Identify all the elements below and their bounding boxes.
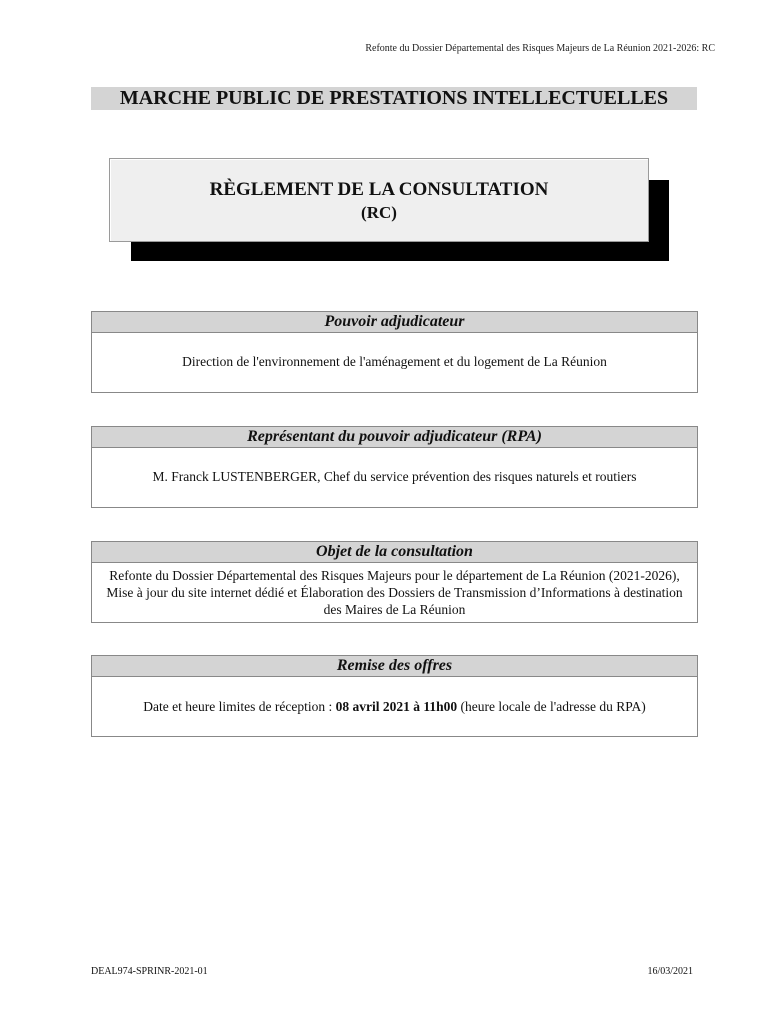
deadline-note: (heure locale de l'adresse du RPA) xyxy=(460,699,646,714)
section-objet-consultation xyxy=(91,541,698,623)
page-title: MARCHE PUBLIC DE PRESTATIONS INTELLECTUELLES xyxy=(91,87,697,110)
section-heading: Pouvoir adjudicateur xyxy=(92,312,697,333)
section-heading: Objet de la consultation xyxy=(92,542,697,563)
section-heading: Remise des offres xyxy=(92,656,697,677)
running-header: Refonte du Dossier Départemental des Risques Majeurs de La Réunion 2021-2026: RC xyxy=(365,43,715,54)
deadline-label: Date et heure limites de réception : xyxy=(143,699,333,714)
rc-abbreviation: (RC) xyxy=(361,203,397,222)
section-body: Refonte du Dossier Départemental des Risques Majeurs pour le département de La Réunion (2021-2026), Mise à jour du site internet dédié et Élaboration des Dossiers de Transmission d’Informations à destination des Maires de La Réunion xyxy=(106,568,683,617)
deadline-date: 08 avril 2021 à 11h00 xyxy=(335,699,458,714)
section-pouvoir-adjudicateur xyxy=(91,311,698,393)
rc-title-box xyxy=(109,158,649,242)
rc-title: RÈGLEMENT DE LA CONSULTATION xyxy=(209,179,549,200)
section-remise-offres xyxy=(91,655,698,737)
section-body xyxy=(92,677,697,715)
document-date: 16/03/2021 xyxy=(647,966,693,977)
section-body: M. Franck LUSTENBERGER, Chef du service prévention des risques naturels et routiers xyxy=(152,469,637,484)
document-reference: DEAL974-SPRINR-2021-01 xyxy=(91,966,208,977)
section-heading: Représentant du pouvoir adjudicateur (RPA) xyxy=(92,427,697,448)
section-body: Direction de l'environnement de l'aménagement et du logement de La Réunion xyxy=(182,354,607,369)
section-representant xyxy=(91,426,698,508)
